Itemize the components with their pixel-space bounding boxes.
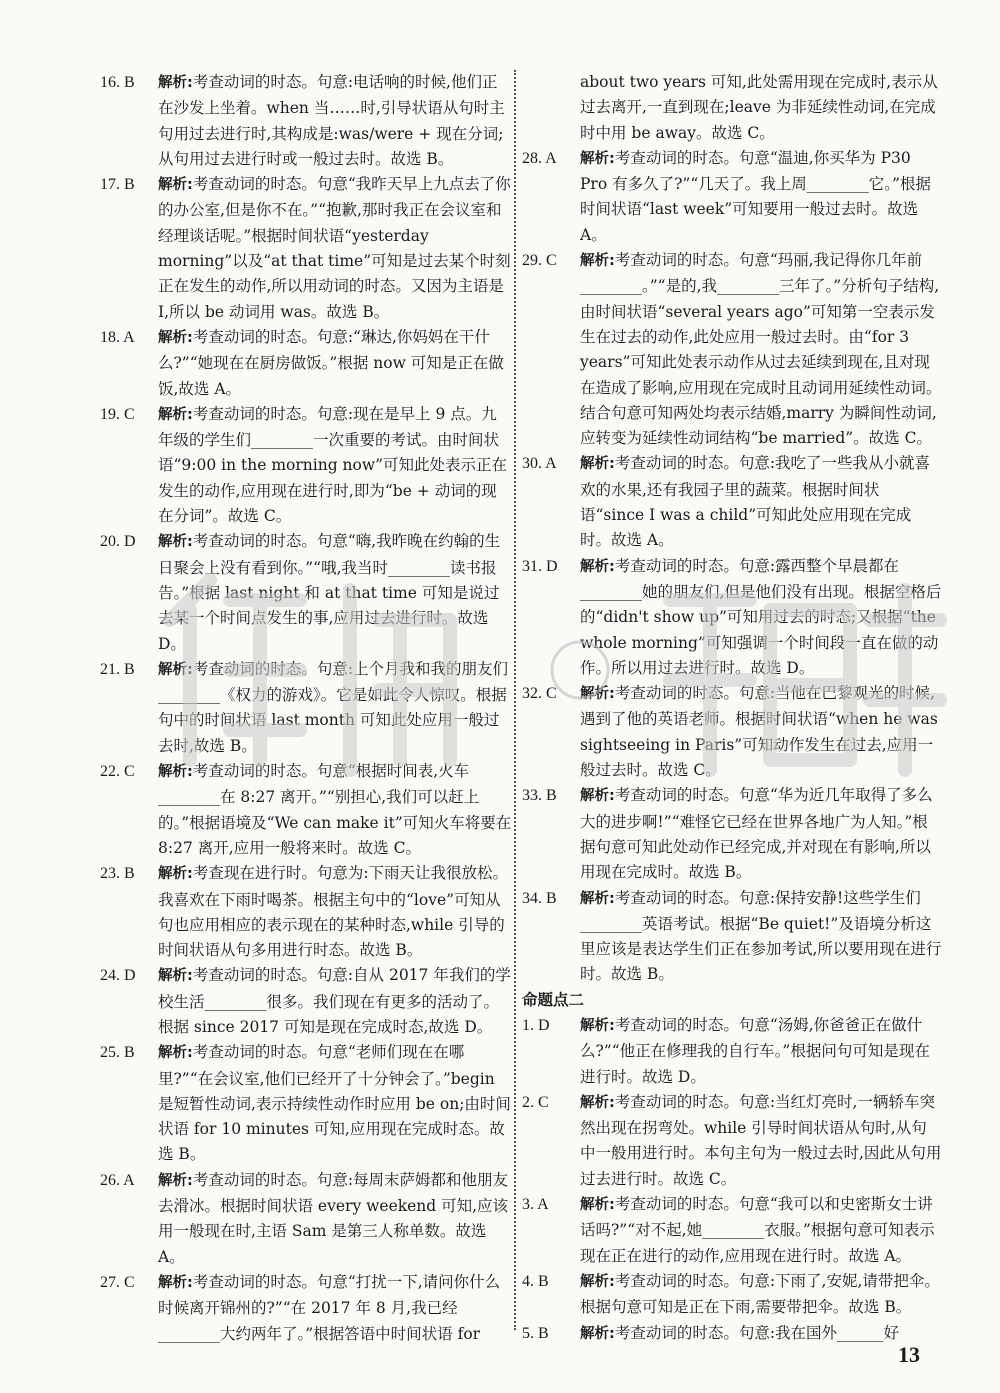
answer-item — [522, 1013, 942, 1090]
answer-number: 21. B — [100, 660, 135, 678]
answer-item — [522, 1321, 942, 1347]
continued-text: about two years 可知,此处需用现在完成时,表示从过去离开,一直到现在;leave 为非延续性动词,在完成时中用 be away。故选 C。 — [580, 73, 938, 142]
answer-item — [522, 554, 942, 681]
answer-item — [522, 1090, 942, 1192]
answer-item — [100, 1040, 512, 1167]
left-column — [100, 70, 512, 1347]
answer-item — [522, 1269, 942, 1321]
analysis-tag: 解析: — [158, 968, 193, 985]
answer-item — [100, 759, 512, 861]
answer-item — [522, 681, 942, 783]
answer-number: 34. B — [522, 889, 557, 907]
analysis-text: 考查动词的时态。句意:电话响的时候,他们正在沙发上坐着。when 当……时,引导状语从句时主句用过去进行时,其构成是:was/were + 现在分词;从句用过去进行时或一般过去时。故选 B。 — [158, 73, 505, 168]
answer-number: 18. A — [100, 328, 135, 346]
analysis-text: 考查动词的时态。句意“我可以和史密斯女士讲话吗?”“对不起,她________衣服。”根据句意可知表示现在正在进行的动作,应用现在进行时。故选 A。 — [580, 1195, 935, 1265]
answer-number: 19. C — [100, 405, 135, 423]
answer-item — [522, 783, 942, 885]
answer-item — [100, 1270, 512, 1347]
answer-number: 32. C — [522, 685, 557, 703]
analysis-tag: 解析: — [580, 253, 615, 270]
analysis-tag: 解析: — [158, 329, 193, 346]
answer-item — [100, 861, 512, 963]
analysis-tag: 解析: — [580, 456, 615, 473]
answer-item — [100, 325, 512, 402]
analysis-tag: 解析: — [580, 686, 615, 703]
analysis-tag: 解析: — [158, 866, 193, 883]
analysis-text: 考查动词的时态。句意:我在国外______好 — [614, 1323, 900, 1342]
analysis-tag: 解析: — [158, 764, 193, 781]
analysis-text: 考查动词的时态。句意“我昨天早上九点去了你的办公室,但是你不在。”“抱歉,那时我正在会议室和经理谈话呢。”根据时间状语“yesterday morning”以及“at that time”可知是过去某个时刻正在发生的动作,所以用动词的时态。又因为主语是 I,所以 be 动词用 was。故选 B。 — [158, 175, 511, 321]
analysis-tag: 解析: — [158, 177, 193, 194]
answer-number: 23. B — [100, 865, 135, 883]
answer-number: 20. D — [100, 533, 136, 551]
analysis-tag: 解析: — [580, 558, 615, 575]
answer-item — [100, 657, 512, 759]
analysis-tag: 解析: — [580, 1197, 615, 1214]
section2-item-list — [522, 1013, 942, 1347]
analysis-text: 考查动词的时态。句意“嗨,我昨晚在约翰的生日聚会上没有看到你。”“哦,我当时________读书报告。”根据 last night 和 at that time 可知是说过去某一个时间点发生的事,应用过去进行时。故选 D。 — [158, 532, 501, 653]
answer-item — [100, 529, 512, 656]
analysis-text: 考查动词的时态。句意:我吃了一些我从小就喜欢的水果,还有我园子里的蔬菜。根据时间状语“since I was a child”可知此处应用现在完成时。故选 A。 — [580, 454, 931, 550]
answer-number: 25. B — [100, 1044, 135, 1062]
answer-number: 24. D — [100, 967, 136, 985]
answer-number: 2. C — [522, 1093, 549, 1111]
right-item-list — [522, 146, 942, 988]
right-column — [522, 70, 942, 1347]
analysis-text: 考查动词的时态。句意“玛丽,我记得你几年前________。”“是的,我________三年了。”分析句子结构,由时间状语“several years ago”可知第一空表示发生在过去的动作,此处应用一般过去时。由“for 3 years”可知此处表示动作从过去延续到现在,且对现在造成了影响,应用现在完成时且动词用延续性动词。结合句意可知两处均表示结婚,marry 为瞬间性动词,应转变为延续性动词结构“be married”。故选 C。 — [580, 251, 942, 448]
analysis-text: 考查动词的时态。句意:保持安静!这些学生们________英语考试。根据“Be quiet!”及语境分析这里应该是表达学生们正在参加考试,所以要用现在进行时。故选 B。 — [580, 888, 942, 984]
analysis-tag: 解析: — [580, 890, 615, 907]
answer-number: 17. B — [100, 176, 135, 194]
analysis-text: 考查动词的时态。句意“打扰一下,请问你什么时候离开锦州的?”“在 2017 年 8 月,我已经________大约两年了。”根据答语中时间状语 for — [158, 1272, 501, 1343]
analysis-text: 考查动词的时态。句意“汤姆,你爸爸正在做什么?”“他正在修理我的自行车。”根据问句可知是现在进行时。故选 D。 — [580, 1015, 930, 1086]
answer-number: 5. B — [522, 1324, 549, 1342]
analysis-tag: 解析: — [158, 75, 193, 91]
answer-number: 33. B — [522, 787, 557, 805]
analysis-text: 考查动词的时态。句意:现在是早上 9 点。九年级的学生们________一次重要的考试。由时间状语“9:00 in the morning now”可知此处表示正在发生的动作,应用现在进行时,即为“be + 动词的现在分词”。故选 C。 — [158, 404, 508, 526]
analysis-tag: 解析: — [580, 1273, 615, 1290]
answer-number: 4. B — [522, 1272, 549, 1290]
analysis-tag: 解析: — [158, 1172, 193, 1189]
page-number: 13 — [898, 1342, 920, 1367]
answer-number: 28. A — [522, 149, 557, 167]
analysis-text: 考查动词的时态。句意:露西整个早晨都在________她的朋友们,但是他们没有出现。根据空格后的“didn't show up”可知用过去的时态;又根据“the whole morning”可知强调一个时间段一直在做的动作。所以用过去进行时。故选 D。 — [580, 556, 942, 677]
analysis-tag: 解析: — [158, 406, 193, 423]
analysis-text: 考查动词的时态。句意“华为近几年取得了多么大的进步啊!”“难怪它已经在世界各地广为人知。”根据句意可知此处动作已经完成,并对现在有影响,所以用现在完成时。故选 B。 — [580, 786, 933, 882]
analysis-tag: 解析: — [158, 1274, 193, 1291]
answer-number: 26. A — [100, 1171, 135, 1189]
analysis-text: 考查动词的时态。句意:每周末萨姆都和他朋友去滑冰。根据时间状语 every weekend 可知,应该用一般现在时,主语 Sam 是第三人称单数。故选 A。 — [158, 1170, 509, 1266]
answer-item — [522, 1192, 942, 1269]
analysis-text: 考查动词的时态。句意:自从 2017 年我们的学校生活________很多。我们现在有更多的活动了。根据 since 2017 可知是现在完成时态,故选 D。 — [158, 966, 511, 1036]
left-item-list — [100, 70, 512, 1347]
answer-item — [522, 886, 942, 988]
answer-number: 16. B — [100, 74, 135, 91]
answer-number: 3. A — [522, 1196, 549, 1214]
answer-item — [522, 451, 942, 553]
analysis-tag: 解析: — [580, 788, 615, 805]
answer-number: 29. C — [522, 252, 557, 270]
analysis-text: 考查动词的时态。句意:下雨了,安妮,请带把伞。根据句意可知是正在下雨,需要带把伞。故选 B。 — [580, 1271, 940, 1317]
answer-number: 31. D — [522, 557, 558, 575]
analysis-text: 考查现在进行时。句意为:下雨天让我很放松。我喜欢在下雨时喝茶。根据主句中的“love”可知从句也应用相应的表示现在的某种时态,while 引导的时间状语从句多用进行时态。故选 B。 — [158, 864, 509, 960]
answer-item — [522, 248, 942, 451]
analysis-text: 考查动词的时态。句意“温迪,你买华为 P30 Pro 有多久了?”“几天了。我上周________它。”根据时间状语“last week”可知要用一般过去时。故选 A。 — [580, 148, 931, 244]
analysis-text: 考查动词的时态。句意:“琳达,你妈妈在干什么?”“她现在在厨房做饭。”根据 now 可知是正在做饭,故选 A。 — [158, 327, 504, 398]
section-title: 命题点二 — [522, 990, 585, 1009]
analysis-tag: 解析: — [580, 1325, 615, 1342]
analysis-tag: 解析: — [580, 1017, 615, 1034]
answer-item — [100, 402, 512, 529]
analysis-tag: 解析: — [158, 534, 193, 551]
answer-item — [100, 1168, 512, 1270]
answer-item — [100, 172, 512, 325]
answer-item — [100, 963, 512, 1040]
analysis-text: 考查动词的时态。句意:当他在巴黎观光的时候,遇到了他的英语老师。根据时间状语“when he was sightseeing in Paris”可知动作发生在过去,应用一般过去时。故选 C。 — [580, 684, 938, 780]
analysis-tag: 解析: — [158, 661, 193, 678]
analysis-text: 考查动词的时态。句意“老师们现在在哪里?”“在会议室,他们已经开了十分钟会了。”begin 是短暂性动词,表示持续性动作时应用 be on;由时间状语 for 10 minutes 可知,应用现在完成时态。故选 B。 — [158, 1043, 511, 1164]
column-divider — [514, 70, 516, 1330]
analysis-text: 考查动词的时态。句意:上个月我和我的朋友们________《权力的游戏》。它是如此令人惊叹。根据句中的时间状语 last month 可知此处应用一般过去时,故选 B。 — [158, 659, 509, 755]
answer-item — [100, 70, 512, 172]
analysis-tag: 解析: — [580, 1094, 615, 1111]
analysis-text: 考查动词的时态。句意“根据时间表,火车________在 8:27 离开。”“别担心,我们可以赶上的。”根据语境及“We can make it”可知火车将要在 8:27 离开,应用一般将来时。故选 C。 — [158, 762, 512, 857]
analysis-tag: 解析: — [158, 1045, 193, 1062]
analysis-text: 考查动词的时态。句意:当红灯亮时,一辆轿车突然出现在拐弯处。while 引导时间状语从句时,从句中一般用进行时。本句主句为一般过去时,因此从句用过去进行时。故选 C。 — [580, 1092, 942, 1188]
answer-number: 1. D — [522, 1016, 550, 1034]
analysis-tag: 解析: — [580, 150, 615, 167]
answer-number: 22. C — [100, 763, 135, 781]
answer-item — [522, 146, 942, 248]
answer-number: 30. A — [522, 455, 557, 473]
answer-number: 27. C — [100, 1273, 135, 1291]
